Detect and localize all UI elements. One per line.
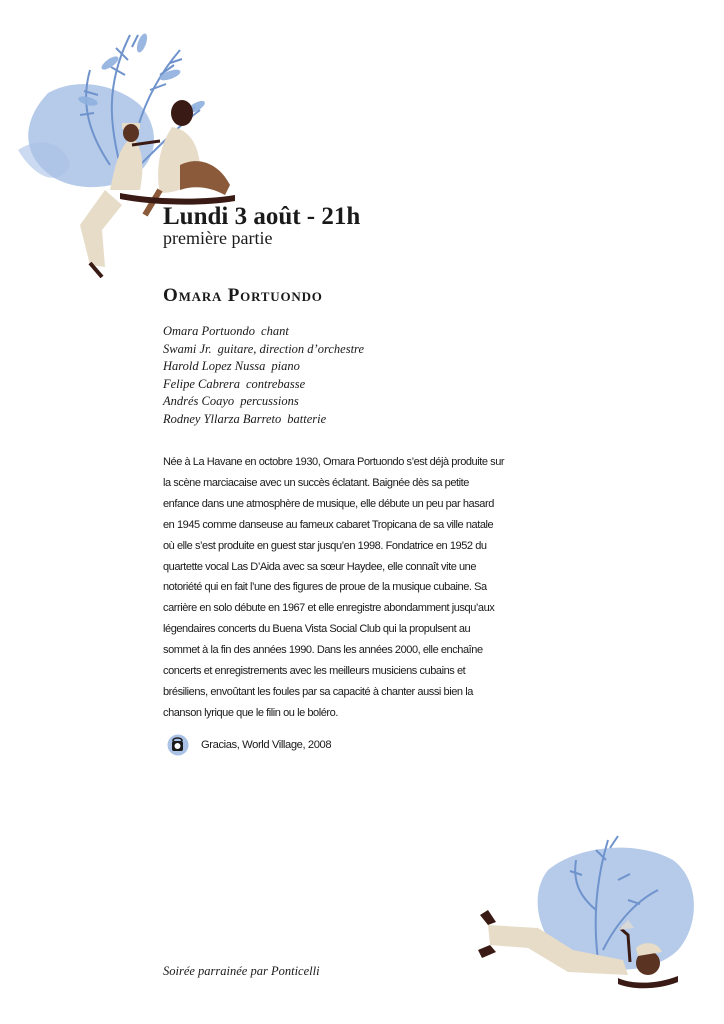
reclining-trumpeter-illustration xyxy=(478,800,703,1005)
lineup-item xyxy=(163,376,493,394)
musician-name: Swami Jr. xyxy=(163,341,212,356)
discography-label: Gracias, World Village, 2008 xyxy=(201,739,332,751)
discography-entry xyxy=(167,734,331,756)
musician-name: Rodney Yllarza Barreto xyxy=(163,411,282,426)
musician-role: piano xyxy=(271,359,300,373)
lineup-list xyxy=(163,323,493,428)
biography-paragraph: Née à La Havane en octobre 1930, Omara Portuondo s’est déjà produite sur la scène marciacaise avec un succès éclatant. Baignée dès sa petite enfance dans une atmosphère de musique, elle débute un peu par hasard en 1945 comme danseuse au fameux cabaret Tropicana de sa ville natale où elle s’est produite en guest star jusqu’en 1998. Fondatrice en 1952 du quartette vocal Las D’Aida avec sa sœur Haydee, elle connaît vite une notoriété qui en fait l’une des figures de proue de la musique cubaine. Sa carrière en solo débute en 1967 et elle enregistre abondamment jusqu’aux légendaires concerts du Buena Vista Social Club qui la propulsent au sommet à la fin des années 1990. Dans les années 2000, elle enchaîne concerts et enregistrements avec les meilleurs musiciens cubains et brésiliens, envoûtant les foules par sa capacité à chanter aussi bien la chanson lyrique que le filin ou le boléro. xyxy=(163,456,505,719)
musician-name: Omara Portuondo xyxy=(163,324,256,338)
musician-role: contrebasse xyxy=(245,376,306,391)
lineup-item xyxy=(163,411,493,429)
event-part: première partie xyxy=(163,228,273,248)
lineup-item xyxy=(163,341,493,359)
musician-name: Felipe Cabrera xyxy=(163,376,240,391)
event-header xyxy=(163,203,360,247)
disc-icon xyxy=(167,734,189,756)
artist-name: Omara Portuondo xyxy=(163,285,323,306)
musician-role: percussions xyxy=(240,394,299,408)
lineup-item xyxy=(163,358,493,376)
musician-name: Harold Lopez Nussa xyxy=(163,359,266,373)
sponsor-note: Soirée parrainée par Ponticelli xyxy=(163,964,320,978)
musician-role: batterie xyxy=(287,411,327,426)
lineup-item xyxy=(163,323,493,341)
musician-role: guitare, direction d’orchestre xyxy=(217,341,365,356)
musician-name: Andrés Coayo xyxy=(163,394,235,408)
event-date-time: Lundi 3 août - 21h xyxy=(163,203,361,230)
musician-role: chant xyxy=(261,324,289,338)
lineup-item xyxy=(163,393,493,411)
